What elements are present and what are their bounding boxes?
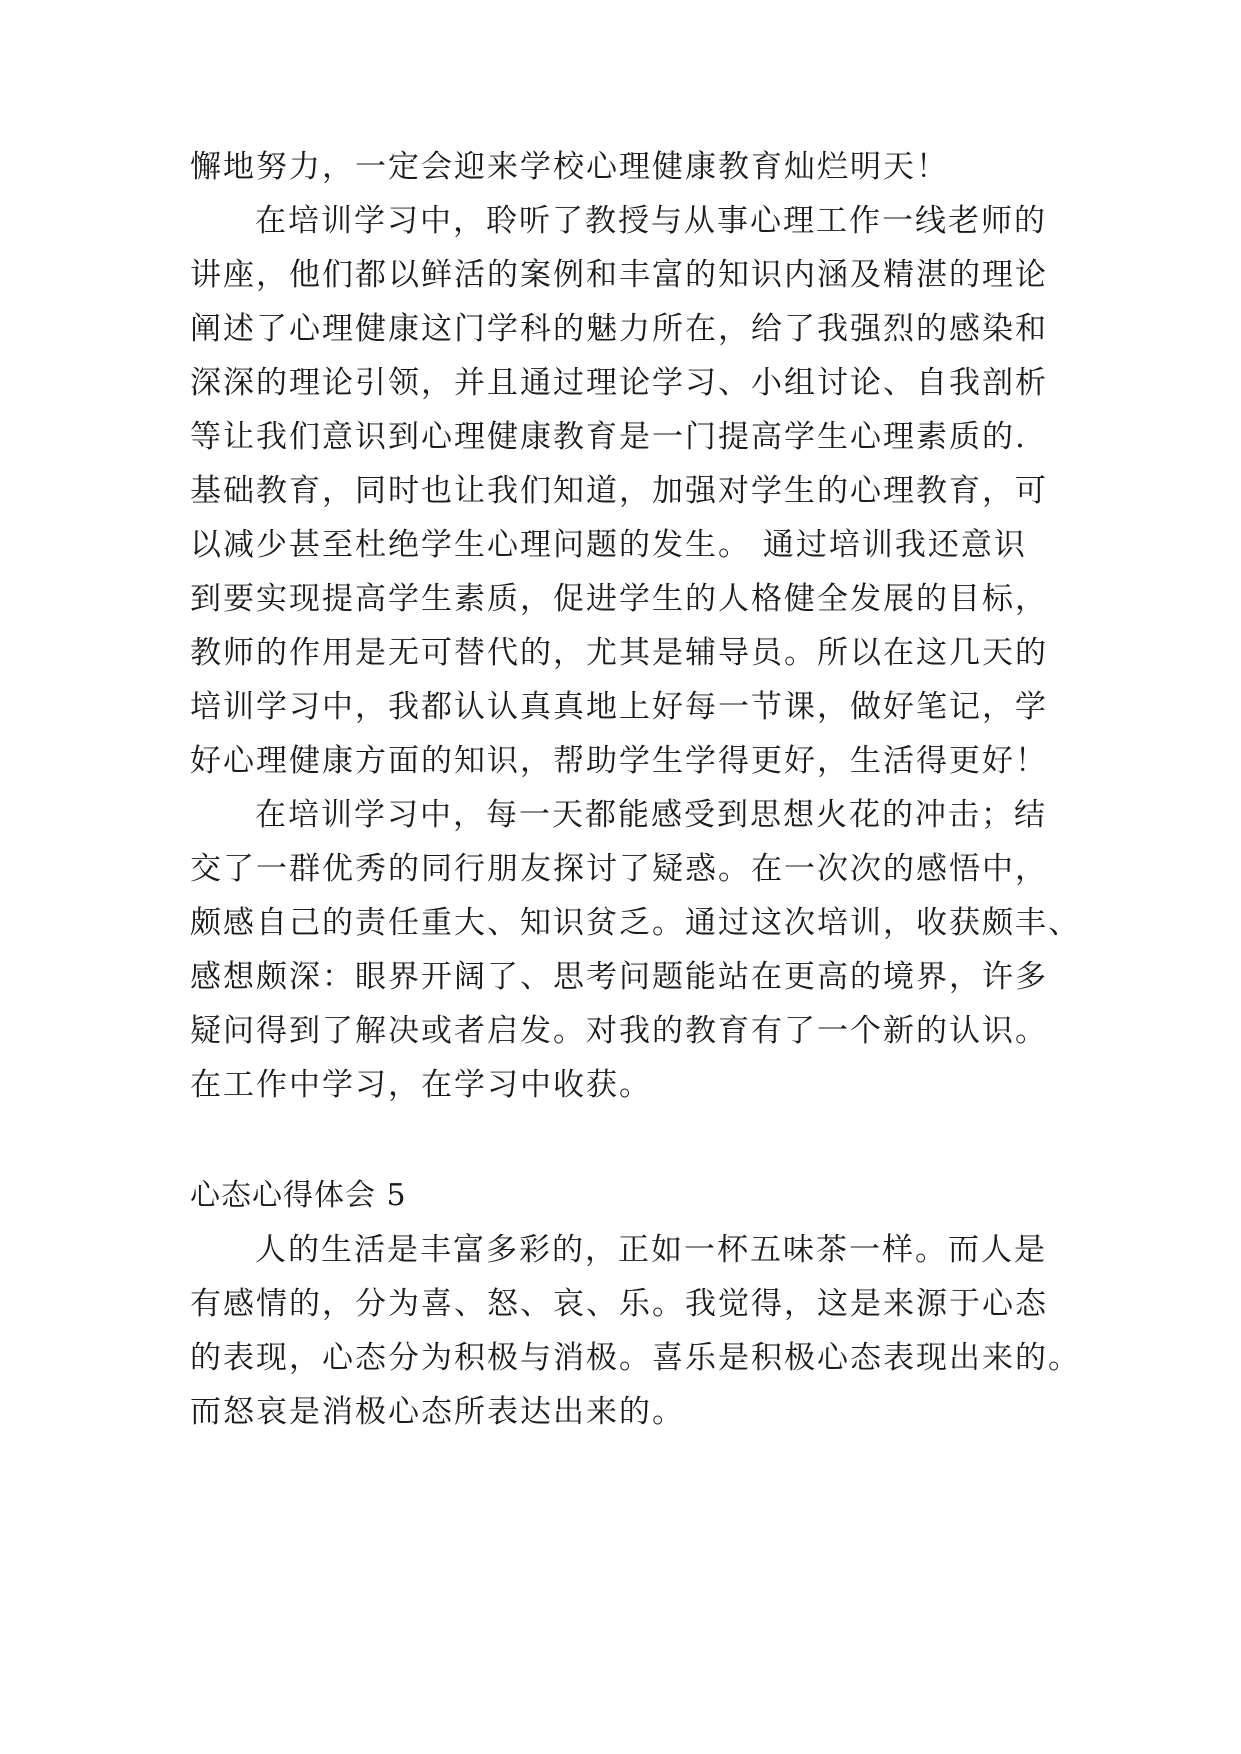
paragraph-line: 人的生活是丰富多彩的，正如一杯五味茶一样。而人是 bbox=[255, 1232, 1047, 1268]
paragraph-line: 在培训学习中，聆听了教授与从事心理工作一线老师的 bbox=[255, 203, 1047, 239]
paragraph-line: 疑问得到了解决或者启发。对我的教育有了一个新的认识。 bbox=[190, 1013, 1048, 1049]
paragraph-line: 以减少甚至杜绝学生心理问题的发生。 通过培训我还意识 bbox=[190, 527, 1027, 563]
paragraph-line: 等让我们意识到心理健康教育是一门提高学生心理素质的. bbox=[190, 419, 1027, 455]
paragraph-line: 感想颇深：眼界开阔了、思考问题能站在更高的境界，许多 bbox=[190, 959, 1048, 995]
paragraph-line: 到要实现提高学生素质，促进学生的人格健全发展的目标， bbox=[190, 581, 1048, 617]
paragraph-line: 教师的作用是无可替代的，尤其是辅导员。所以在这几天的 bbox=[190, 635, 1048, 671]
paragraph-line: 在培训学习中，每一天都能感受到思想火花的冲击；结 bbox=[255, 797, 1047, 833]
paragraph-line: 颇感自己的责任重大、知识贫乏。通过这次培训，收获颇丰、 bbox=[190, 905, 1081, 941]
paragraph-line: 阐述了心理健康这门学科的魅力所在，给了我强烈的感染和 bbox=[190, 311, 1048, 347]
paragraph-line: 培训学习中，我都认认真真地上好每一节课，做好笔记，学 bbox=[190, 689, 1048, 725]
paragraph-line: 深深的理论引领，并且通过理论学习、小组讨论、自我剖析 bbox=[190, 365, 1048, 401]
paragraph-line: 有感情的，分为喜、怒、哀、乐。我觉得，这是来源于心态 bbox=[190, 1286, 1048, 1322]
paragraph-line: 的表现，心态分为积极与消极。喜乐是积极心态表现出来的。 bbox=[190, 1340, 1081, 1376]
paragraph-line: 在工作中学习，在学习中收获。 bbox=[190, 1067, 652, 1103]
paragraph-line: 基础教育，同时也让我们知道，加强对学生的心理教育，可 bbox=[190, 473, 1048, 509]
paragraph-line: 讲座，他们都以鲜活的案例和丰富的知识内涵及精湛的理论 bbox=[190, 257, 1048, 293]
paragraph-line: 交了一群优秀的同行朋友探讨了疑惑。在一次次的感悟中， bbox=[190, 851, 1048, 887]
section-heading: 心态心得体会 5 bbox=[190, 1178, 407, 1213]
paragraph-line: 而怒哀是消极心态所表达出来的。 bbox=[190, 1394, 685, 1430]
paragraph-line: 好心理健康方面的知识，帮助学生学得更好，生活得更好！ bbox=[190, 743, 1048, 779]
paragraph-line: 懈地努力，一定会迎来学校心理健康教育灿烂明天！ bbox=[190, 149, 949, 185]
